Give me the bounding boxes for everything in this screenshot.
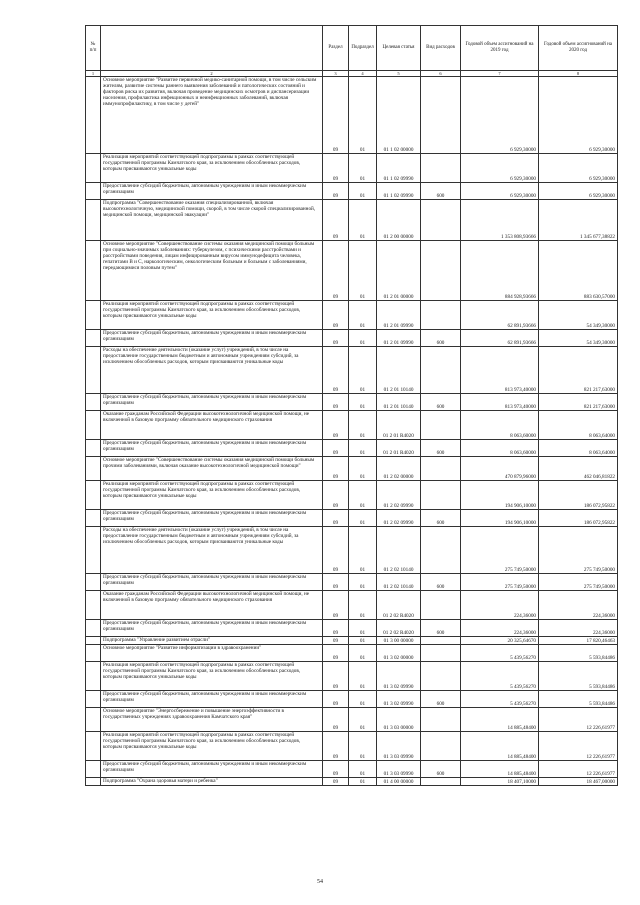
row-name: Основное мероприятие "Совершенствование системы оказания медицинской помощи больным прочими заболеваниями, включая оказание высокотехнологичной медицинской помощи" (101, 457, 323, 481)
row-name: Реализация мероприятий соответствующей подпрограммы в рамках соответствующей государственной программы Камчатского края, за исключением обособленных расходов, которым присваиваются уникальные коды (101, 481, 323, 510)
row-amount-2020: 12 226,61977 (539, 761, 618, 778)
table-row (86, 200, 618, 241)
row-number (86, 394, 101, 411)
row-number (86, 301, 101, 330)
table-row (86, 154, 618, 183)
row-name: Расходы на обеспечение деятельности (оказание услуг) учреждений, в том числе на предоставление государственным бюджетным и автономным учреждениям субсидий, за исключением обособленных расходов, которым присваиваются уникальные коды (101, 347, 323, 394)
row-podrazdel: 01 (349, 183, 377, 200)
row-amount-2020: 54 349,30000 (539, 330, 618, 347)
row-csr: 01 3 03 00000 (377, 708, 421, 732)
row-vr: 600 (421, 574, 461, 591)
row-vr (421, 591, 461, 620)
row-razdel: 09 (323, 301, 349, 330)
row-amount-2019: 194 906,10000 (461, 481, 539, 510)
row-podrazdel: 01 (349, 347, 377, 394)
row-amount-2019: 18 407,10000 (461, 778, 539, 786)
col-number: 3 (323, 71, 349, 77)
table-row (86, 183, 618, 200)
col-number: 4 (349, 71, 377, 77)
row-razdel: 09 (323, 411, 349, 440)
row-razdel: 09 (323, 183, 349, 200)
row-csr: 01 2 01 09990 (377, 330, 421, 347)
row-amount-2019: 194 906,10000 (461, 510, 539, 527)
row-razdel: 09 (323, 637, 349, 645)
row-amount-2020: 821 217,63000 (539, 394, 618, 411)
table-row (86, 591, 618, 620)
row-amount-2020: 5 593,84486 (539, 645, 618, 662)
row-number (86, 330, 101, 347)
row-razdel: 09 (323, 778, 349, 786)
row-csr: 01 3 02 09990 (377, 691, 421, 708)
row-csr: 01 1 02 00000 (377, 77, 421, 154)
row-csr: 01 2 01 00000 (377, 241, 421, 301)
row-csr: 01 3 00 00000 (377, 637, 421, 645)
row-amount-2020: 186 072,95822 (539, 481, 618, 510)
table-row (86, 394, 618, 411)
row-razdel: 09 (323, 662, 349, 691)
row-number (86, 591, 101, 620)
row-vr (421, 645, 461, 662)
row-podrazdel: 01 (349, 457, 377, 481)
col-number: 6 (421, 71, 461, 77)
table-row (86, 761, 618, 778)
row-name: Основное мероприятие "Развитие информатизации в здравоохранении" (101, 645, 323, 662)
row-vr (421, 637, 461, 645)
row-number (86, 154, 101, 183)
row-vr (421, 411, 461, 440)
row-amount-2020: 5 593,84486 (539, 662, 618, 691)
table-row (86, 662, 618, 691)
row-vr: 600 (421, 620, 461, 637)
row-amount-2019: 224,36000 (461, 620, 539, 637)
row-amount-2019: 62 891,93666 (461, 330, 539, 347)
row-name: Оказание гражданам Российской Федерации высокотехнологичной медицинской помощи, не включенной в базовую программу обязательного медицинского страхования (101, 591, 323, 620)
row-vr (421, 778, 461, 786)
row-podrazdel: 01 (349, 691, 377, 708)
row-podrazdel: 01 (349, 708, 377, 732)
table-row (86, 77, 618, 154)
table-row (86, 708, 618, 732)
page-number: 54 (317, 879, 323, 885)
row-razdel: 09 (323, 77, 349, 154)
row-name: Предоставление субсидий бюджетным, автономным учреждениям и иным некоммерческим организациям (101, 330, 323, 347)
table-row (86, 440, 618, 457)
row-podrazdel: 01 (349, 301, 377, 330)
row-razdel: 09 (323, 691, 349, 708)
row-number (86, 411, 101, 440)
col-number: 2 (101, 71, 323, 77)
row-csr: 01 2 02 09990 (377, 481, 421, 510)
row-name: Предоставление субсидий бюджетным, автономным учреждениям и иным некоммерческим организациям (101, 761, 323, 778)
row-name: Реализация мероприятий соответствующей подпрограммы в рамках соответствующей государственной программы Камчатского края, за исключением обособленных расходов, которым присваиваются уникальные коды (101, 732, 323, 761)
row-name: Реализация мероприятий соответствующей подпрограммы в рамках соответствующей государственной программы Камчатского края, за исключением обособленных расходов, которым присваиваются уникальные коды (101, 301, 323, 330)
row-podrazdel: 01 (349, 510, 377, 527)
row-podrazdel: 01 (349, 154, 377, 183)
row-csr: 01 3 03 09990 (377, 732, 421, 761)
row-vr: 600 (421, 330, 461, 347)
row-number (86, 510, 101, 527)
row-razdel: 09 (323, 347, 349, 394)
row-razdel: 09 (323, 591, 349, 620)
row-name: Реализация мероприятий соответствующей подпрограммы в рамках соответствующей государственной программы Камчатского края, за исключением обособленных расходов, которым присваиваются уникальные коды (101, 662, 323, 691)
row-amount-2020: 54 349,30000 (539, 301, 618, 330)
row-amount-2020: 8 063,64000 (539, 440, 618, 457)
row-amount-2019: 6 929,30000 (461, 154, 539, 183)
row-vr: 600 (421, 510, 461, 527)
row-podrazdel: 01 (349, 778, 377, 786)
row-number (86, 457, 101, 481)
row-amount-2019: 6 929,30000 (461, 183, 539, 200)
table-row (86, 645, 618, 662)
row-razdel: 09 (323, 527, 349, 574)
row-amount-2019: 8 063,60000 (461, 440, 539, 457)
row-razdel: 09 (323, 620, 349, 637)
row-podrazdel: 01 (349, 481, 377, 510)
table-row (86, 457, 618, 481)
row-name: Основное мероприятие "Энергосбережение и повышение энергоэффективности в государственных учреждениях здравоохранения Камчатского края" (101, 708, 323, 732)
row-razdel: 09 (323, 645, 349, 662)
row-amount-2019: 813 973,40000 (461, 347, 539, 394)
row-number (86, 183, 101, 200)
row-amount-2020: 17 820,46463 (539, 637, 618, 645)
row-csr: 01 3 02 09990 (377, 662, 421, 691)
row-podrazdel: 01 (349, 645, 377, 662)
row-name: Подпрограмма "Охрана здоровья матери и ребенка" (101, 778, 323, 786)
table-row (86, 691, 618, 708)
row-amount-2020: 224,36000 (539, 591, 618, 620)
row-number (86, 200, 101, 241)
row-name: Предоставление субсидий бюджетным, автономным учреждениям и иным некоммерческим организациям (101, 510, 323, 527)
row-csr: 01 2 02 R4020 (377, 620, 421, 637)
row-csr: 01 3 02 00000 (377, 645, 421, 662)
row-number (86, 77, 101, 154)
row-razdel: 09 (323, 732, 349, 761)
row-amount-2020: 821 217,63000 (539, 347, 618, 394)
row-name: Предоставление субсидий бюджетным, автономным учреждениям и иным некоммерческим организациям (101, 183, 323, 200)
row-podrazdel: 01 (349, 591, 377, 620)
row-podrazdel: 01 (349, 574, 377, 591)
header-name (101, 26, 323, 71)
row-name: Предоставление субсидий бюджетным, автономным учреждениям и иным некоммерческим организациям (101, 691, 323, 708)
row-amount-2019: 14 885,48400 (461, 732, 539, 761)
row-name: Основное мероприятие "Развитие первичной медико-санитарной помощи, в том числе сельским жителям, развитие системы раннего выявления заболеваний и патологических состояний и факторов риска их развития, включая проведение медицинских осмотров и диспансеризации населения, профилактика инфекционных и неинфекционных заболеваний, включая иммунопрофилактику, в том числе у детей" (101, 77, 323, 154)
header-2020: Годовой объем ассигнований на 2020 год (539, 26, 618, 71)
row-vr (421, 662, 461, 691)
row-amount-2019: 5 439,56270 (461, 645, 539, 662)
row-amount-2020: 275 749,50000 (539, 574, 618, 591)
row-razdel: 09 (323, 200, 349, 241)
row-number (86, 761, 101, 778)
table-row (86, 411, 618, 440)
row-amount-2020: 12 226,61977 (539, 708, 618, 732)
row-number (86, 347, 101, 394)
row-name: Основное мероприятие "Совершенствование системы оказания медицинской помощи больным при социально-значимых заболеваниях: туберкулезом, с психическими расстройствами и расстройствами поведения, лицам инфицированным вирусом иммунодефицита человека, гепатитами В и С, наркологическим, онкологическим больным и больным с заболеваниями, передающимися половым путем" (101, 241, 323, 301)
row-number (86, 620, 101, 637)
header-podrazdel: Подраздел (349, 26, 377, 71)
row-amount-2019: 813 973,40000 (461, 394, 539, 411)
row-razdel: 09 (323, 440, 349, 457)
row-name: Предоставление субсидий бюджетным, автономным учреждениям и иным некоммерческим организациям (101, 620, 323, 637)
table-row (86, 620, 618, 637)
row-amount-2019: 20 325,64670 (461, 637, 539, 645)
row-number (86, 440, 101, 457)
row-razdel: 09 (323, 154, 349, 183)
row-amount-2019: 224,36000 (461, 591, 539, 620)
row-number (86, 708, 101, 732)
row-name: Подпрограмма "Управление развитием отрасли" (101, 637, 323, 645)
header-vr: Вид расходов (421, 26, 461, 71)
row-vr (421, 527, 461, 574)
row-csr: 01 2 01 09990 (377, 301, 421, 330)
budget-table-sheet (85, 25, 617, 786)
row-razdel: 09 (323, 330, 349, 347)
row-csr: 01 2 02 09990 (377, 510, 421, 527)
row-name: Предоставление субсидий бюджетным, автономным учреждениям и иным некоммерческим организациям (101, 440, 323, 457)
row-csr: 01 2 01 R4020 (377, 411, 421, 440)
row-amount-2020: 462 046,81822 (539, 457, 618, 481)
row-podrazdel: 01 (349, 761, 377, 778)
row-csr: 01 2 02 00000 (377, 457, 421, 481)
row-amount-2019: 1 353 808,93666 (461, 200, 539, 241)
col-number: 5 (377, 71, 421, 77)
row-podrazdel: 01 (349, 637, 377, 645)
row-number (86, 778, 101, 786)
table-row (86, 241, 618, 301)
col-number: 8 (539, 71, 618, 77)
row-amount-2020: 6 929,30000 (539, 154, 618, 183)
row-number (86, 574, 101, 591)
row-vr (421, 732, 461, 761)
row-razdel: 09 (323, 394, 349, 411)
row-name: Подпрограмма "Совершенствование оказания специализированной, включая высокотехнологичную, медицинской помощи, скорой, в том числе скорой специализированной, медицинской помощи, медицинской эвакуации" (101, 200, 323, 241)
row-vr (421, 301, 461, 330)
row-amount-2020: 12 226,61977 (539, 732, 618, 761)
col-number: 1 (86, 71, 101, 77)
row-amount-2020: 224,36000 (539, 620, 618, 637)
row-vr (421, 77, 461, 154)
header-row (86, 26, 618, 71)
row-podrazdel: 01 (349, 200, 377, 241)
row-razdel: 09 (323, 510, 349, 527)
table-row (86, 301, 618, 330)
row-csr: 01 1 02 09990 (377, 183, 421, 200)
row-podrazdel: 01 (349, 241, 377, 301)
row-amount-2019: 275 749,50000 (461, 527, 539, 574)
row-amount-2020: 5 593,84486 (539, 691, 618, 708)
row-vr (421, 457, 461, 481)
header-2019: Годовой объем ассигнований на 2019 год (461, 26, 539, 71)
row-csr: 01 2 02 10140 (377, 527, 421, 574)
row-amount-2019: 14 885,48400 (461, 761, 539, 778)
row-number (86, 481, 101, 510)
table-row (86, 330, 618, 347)
row-podrazdel: 01 (349, 527, 377, 574)
table-row (86, 732, 618, 761)
row-amount-2020: 6 929,30000 (539, 77, 618, 154)
row-amount-2020: 1 345 677,38822 (539, 200, 618, 241)
row-vr (421, 481, 461, 510)
col-number: 7 (461, 71, 539, 77)
table-row (86, 510, 618, 527)
row-name: Предоставление субсидий бюджетным, автономным учреждениям и иным некоммерческим организациям (101, 574, 323, 591)
row-vr: 600 (421, 761, 461, 778)
row-razdel: 09 (323, 457, 349, 481)
row-csr: 01 2 01 10140 (377, 347, 421, 394)
row-amount-2020: 18 467,00000 (539, 778, 618, 786)
row-number (86, 637, 101, 645)
table-row (86, 637, 618, 645)
row-podrazdel: 01 (349, 440, 377, 457)
row-vr (421, 241, 461, 301)
row-podrazdel: 01 (349, 620, 377, 637)
row-number (86, 527, 101, 574)
row-amount-2019: 6 929,30000 (461, 77, 539, 154)
row-amount-2019: 8 063,60000 (461, 411, 539, 440)
table-row (86, 347, 618, 394)
table-row (86, 481, 618, 510)
row-razdel: 09 (323, 574, 349, 591)
row-number (86, 645, 101, 662)
table-row (86, 778, 618, 786)
row-amount-2020: 883 630,57000 (539, 241, 618, 301)
row-csr: 01 2 01 R4020 (377, 440, 421, 457)
row-podrazdel: 01 (349, 732, 377, 761)
row-csr: 01 1 02 09990 (377, 154, 421, 183)
row-amount-2020: 186 072,95822 (539, 510, 618, 527)
row-vr: 600 (421, 440, 461, 457)
row-name: Предоставление субсидий бюджетным, автономным учреждениям и иным некоммерческим организациям (101, 394, 323, 411)
row-podrazdel: 01 (349, 662, 377, 691)
row-vr: 600 (421, 691, 461, 708)
row-csr: 01 2 02 R4020 (377, 591, 421, 620)
row-razdel: 09 (323, 241, 349, 301)
row-csr: 01 2 00 00000 (377, 200, 421, 241)
row-name: Реализация мероприятий соответствующей подпрограммы в рамках соответствующей государственной программы Камчатского края, за исключением обособленных расходов, которым присваиваются уникальные коды (101, 154, 323, 183)
row-number (86, 732, 101, 761)
row-name: Оказание гражданам Российской Федерации высокотехнологичной медицинской помощи, не включенной в базовую программу обязательного медицинского страхования (101, 411, 323, 440)
header-csr: Целевая статья (377, 26, 421, 71)
row-podrazdel: 01 (349, 77, 377, 154)
header-razdel: Раздел (323, 26, 349, 71)
row-vr (421, 708, 461, 732)
row-vr (421, 200, 461, 241)
row-name: Расходы на обеспечение деятельности (оказание услуг) учреждений, в том числе на предоставление государственным бюджетным и автономным учреждениям субсидий, за исключением обособленных расходов, которым присваиваются уникальные коды (101, 527, 323, 574)
row-amount-2019: 14 885,48400 (461, 708, 539, 732)
row-razdel: 09 (323, 761, 349, 778)
row-vr: 600 (421, 394, 461, 411)
row-number (86, 662, 101, 691)
table-row (86, 527, 618, 574)
table-row (86, 574, 618, 591)
row-number (86, 691, 101, 708)
row-podrazdel: 01 (349, 394, 377, 411)
row-number (86, 241, 101, 301)
row-vr: 600 (421, 183, 461, 200)
row-csr: 01 4 00 00000 (377, 778, 421, 786)
header-num: № п/п (86, 26, 101, 71)
row-amount-2020: 6 929,30000 (539, 183, 618, 200)
row-amount-2019: 5 439,56270 (461, 691, 539, 708)
row-amount-2020: 275 749,50000 (539, 527, 618, 574)
row-amount-2019: 275 749,50000 (461, 574, 539, 591)
row-amount-2020: 8 063,64000 (539, 411, 618, 440)
row-csr: 01 3 03 09990 (377, 761, 421, 778)
row-amount-2019: 62 891,93666 (461, 301, 539, 330)
budget-table (85, 25, 618, 786)
row-csr: 01 2 01 10140 (377, 394, 421, 411)
row-podrazdel: 01 (349, 330, 377, 347)
row-vr (421, 154, 461, 183)
row-razdel: 09 (323, 481, 349, 510)
row-podrazdel: 01 (349, 411, 377, 440)
row-razdel: 09 (323, 708, 349, 732)
row-amount-2019: 5 439,56270 (461, 662, 539, 691)
row-csr: 01 2 02 10140 (377, 574, 421, 591)
row-vr (421, 347, 461, 394)
row-amount-2019: 884 928,93666 (461, 241, 539, 301)
row-amount-2019: 470 879,96000 (461, 457, 539, 481)
